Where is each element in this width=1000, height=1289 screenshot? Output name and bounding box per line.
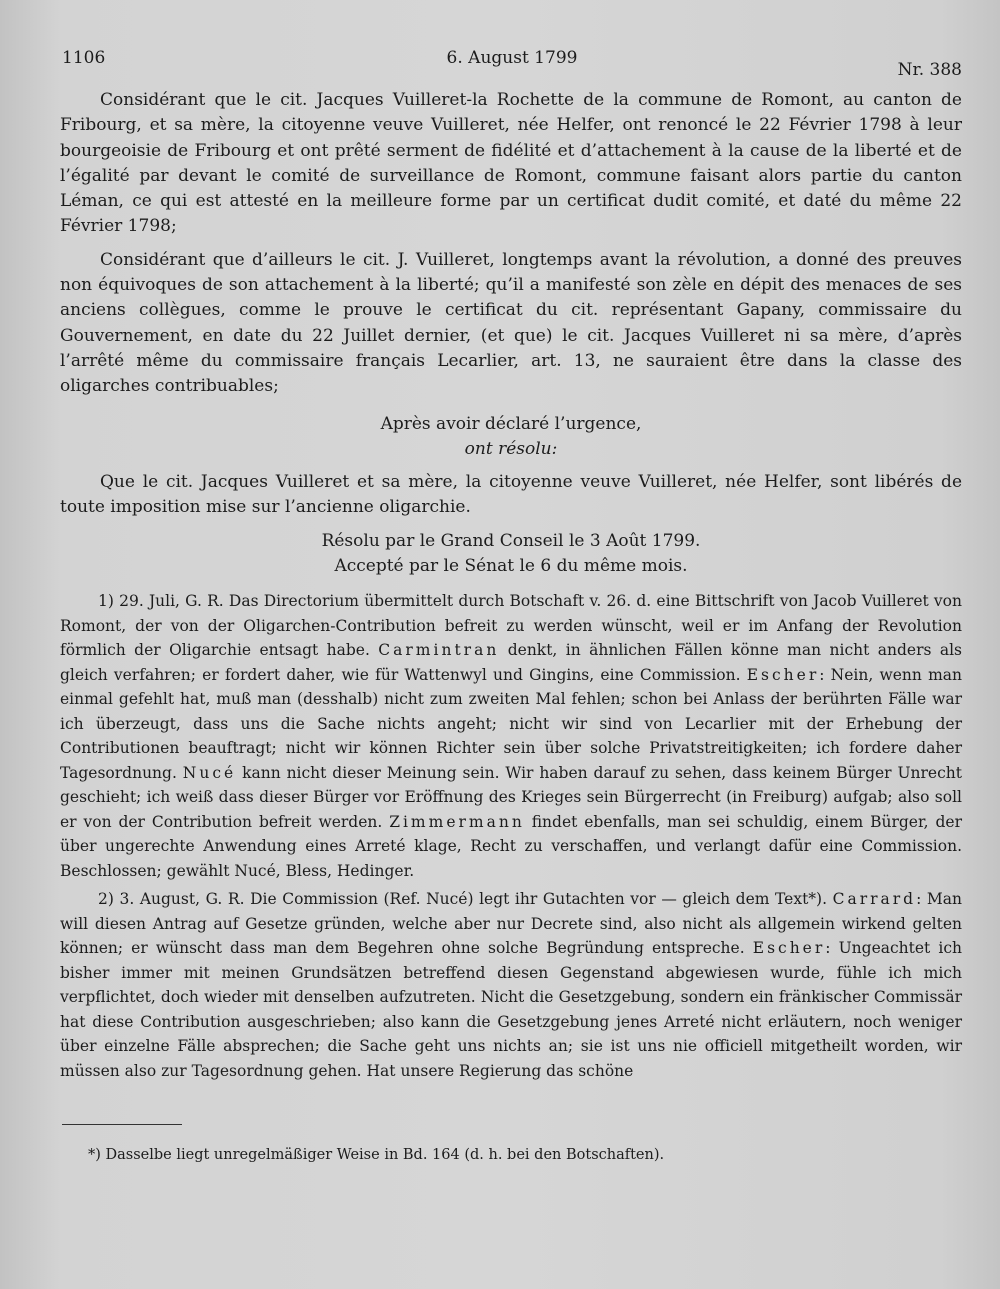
paragraph-decision: Que le cit. Jacques Vuilleret et sa mère, la citoyenne veuve Vuilleret, née Helfer, sont libérés de toute imposition mise sur l’ancienne oligarchie. [60, 472, 962, 518]
document-number: Nr. 388 [897, 60, 962, 80]
accepte-senat: Accepté par le Sénat le 6 du même mois. [334, 556, 688, 577]
note-2: 2) 3. August, G. R. Die Commission (Ref. Nucé) legt ihr Gutachten vor — gleich dem Text*). Carrard: Man will diesen Antrag auf Gesetze gründen, welche aber nur Decrete sind, also nicht als allgemein wirkend gelten können; er wünscht dass man dem Begehren ohne solche Begründung entspreche. Escher: Ungeachtet ich bisher immer mit meinen Grundsätzen betreffend diesen Gegenstand abgewiesen wurde, fühle ich mich verpflichtet, doch wieder mit denselben aufzutreten. Nicht die Gesetzgebung, sondern ein fränkischer Commissär hat diese Contribution ausgeschrieben; also kann die Gesetzgebung jenes Arreté nicht erläutern, noch weniger über einzelne Fälle absprechen; die Sache geht uns nichts an; sie ist uns nie officiell mitgetheilt worden, wir müssen also zur Tagesordnung gehen. Hat unsere Regierung das schöne [60, 890, 963, 1080]
resolu-line: ont résolu: [464, 438, 558, 459]
speaker-carmintran: Carmintran [378, 641, 500, 660]
footnote-rule [62, 1124, 182, 1125]
page-number: 1106 [62, 48, 106, 68]
speaker-nuce: Nucé [182, 763, 237, 782]
speaker-escher-2: Escher [752, 939, 826, 958]
footnote: *) Dasselbe liegt unregelmäßiger Weise in Bd. 164 (d. h. bei den Botschaften). [88, 1147, 665, 1163]
speaker-carrard: Carrard [832, 890, 917, 909]
urgence-line: Après avoir déclaré l’urgence, [380, 413, 642, 434]
note-1: 1) 29. Juli, G. R. Das Directorium übermittelt durch Botschaft v. 26. d. eine Bittschrift von Jacob Vuilleret von Romont, der von der Oligarchen-Contribution befreit zu werden wünscht, weil er im Anfang der Revolution förmlich der Oligarchie entsagt habe. Carmintran denkt, in ähnlichen Fällen könne man nicht anders als gleich verfahren; er fordert daher, wie für Wattenwyl und Gingins, eine Commission. Escher: Nein, wenn man einmal gefehlt hat, muß man (desshalb) nicht zum zweiten Mal fehlen; schon bei Anlass der berührten Fälle war ich überzeugt, dass uns die Sache nichts angeht; nicht wir sind von Lecarlier mit der Erhebung der Contributionen beauftragt; nicht wir können Richter sein über solche Privatstreitigkeiten; ich fordere daher Tagesordnung. Nucé kann nicht dieser Meinung sein. Wir haben darauf zu sehen, dass keinem Bürger Unrecht geschieht; ich weiß dass dieser Bürger vor Eröffnung des Krieges sein Bürgerrecht (in Freiburg) aufgab; also soll er von der Contribution befreit werden. Zimmermann findet ebenfalls, man sei schuldig, einem Bürger, der über ungerechte Anwendung eines Arreté klage, Recht zu verschaffen, und verlangt dafür eine Commission. Beschlossen; gewählt Nucé, Bless, Hedinger. [60, 592, 962, 880]
speaker-zimmermann: Zimmermann [389, 812, 525, 831]
paragraph-considerant-1: Considérant que le cit. Jacques Vuilleret-la Rochette de la commune de Romont, au canton de Fribourg, et sa mère, la citoyenne veuve Vuilleret, née Helfer, ont renoncé le 22 Février 1798 à leur bourgeoisie de Fribourg et ont prêté serment de fidélité et d’attachement à la cause de la liberté et de l’égalité par devant le comité de surveillance de Romont, commune faisant alors partie du canton Léman, ce qui est attesté en la meilleure forme par un certificat dudit comité, et daté du même 22 Février 1798; [60, 90, 962, 237]
paragraph-considerant-2: Considérant que d’ailleurs le cit. J. Vuilleret, longtemps avant la révolution, a donné des preuves non équivoques de son attachement à la liberté; qu’il a manifesté son zèle en dépit des menaces de ses anciens collègues, comme le prouve le certificat du cit. représentant Gapany, commissaire du Gouvernement, en date du 22 Juillet dernier, (et que) le cit. Jacques Vuilleret ni sa mère, d’après l’arrêté même du commissaire français Lecarlier, art. 13, ne sauraient être dans la classe des oligarches contribuables; [60, 249, 962, 397]
speaker-escher: Escher [746, 665, 820, 684]
running-header [62, 48, 962, 80]
header-date: 6. August 1799 [446, 48, 578, 68]
editorial-notes [60, 589, 962, 1083]
resolu-grand-conseil: Résolu par le Grand Conseil le 3 Août 1799. [321, 530, 701, 551]
main-text [60, 88, 962, 1083]
